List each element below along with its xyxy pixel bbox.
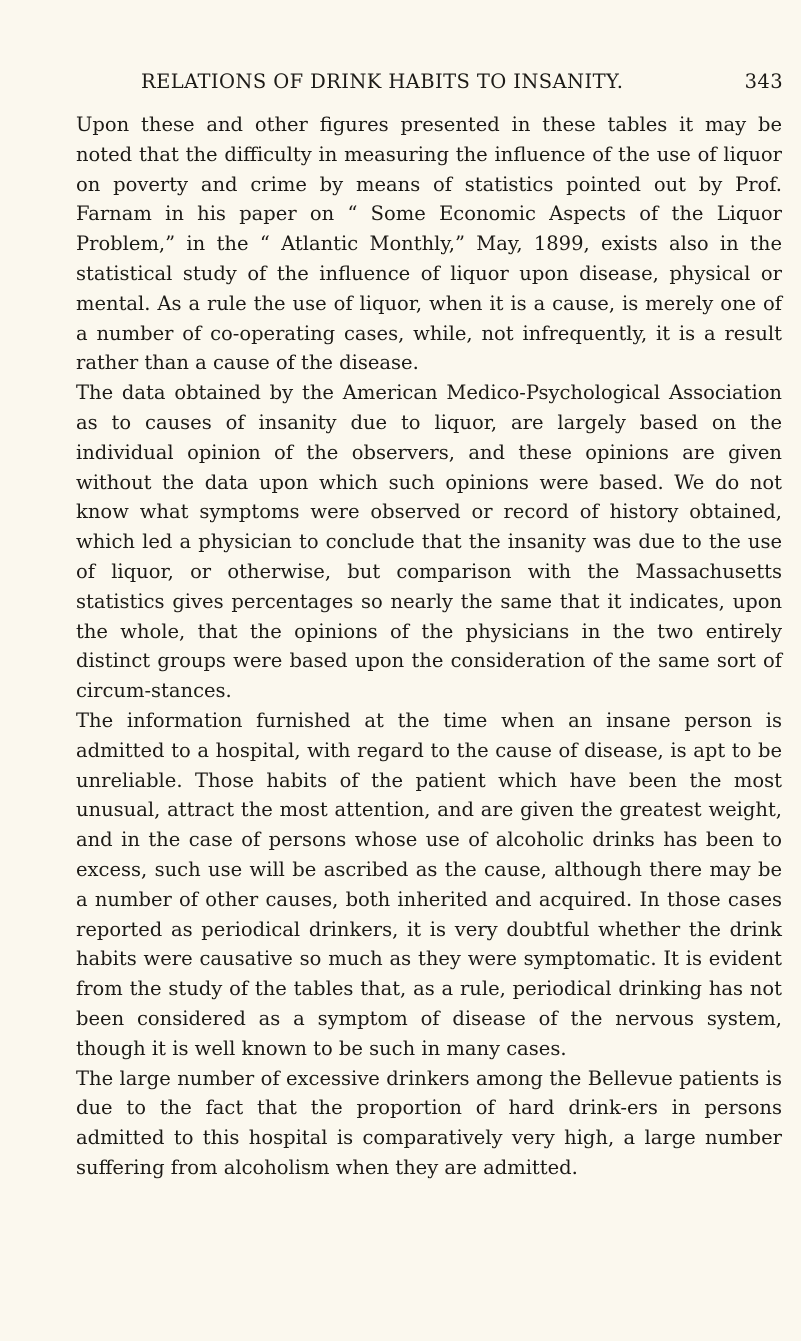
paragraph-2: The data obtained by the American Medico-Psychological Association as to causes of insanity due to liquor, are largely based on the individual opinion of the observers, and these opinions are given without the data upon which such opinions were based. We do not know what symptoms were observed or record of history obtained, which led a physician to conclude that the insanity was due to the use of liquor, or otherwise, but comparison with the Massachusetts statistics gives percentages so nearly the same that it indicates, upon the whole, that the opinions of the physicians in the two entirely distinct groups were based upon the consideration of the same sort of circum-stances. <box>76 381 782 703</box>
running-head <box>141 70 783 104</box>
paragraph-1: Upon these and other figures presented in these tables it may be noted that the difficulty in measuring the influence of the use of liquor on poverty and crime by means of statistics pointed out by Prof. Farnam in his paper on “ Some Economic Aspects of the Liquor Problem,” in the “ Atlantic Monthly,” May, 1899, exists also in the statistical study of the influence of liquor upon disease, physical or mental. As a rule the use of liquor, when it is a cause, is merely one of a number of co-operating cases, while, not infrequently, it is a result rather than a cause of the disease. <box>76 113 782 375</box>
page-number: 343 <box>744 70 783 93</box>
paragraph-4: The large number of excessive drinkers among the Bellevue patients is due to the fact that the proportion of hard drink-ers in persons admitted to this hospital is comparatively very high, a large number suffering from alcoholism when they are admitted. <box>76 1066 782 1179</box>
running-title: RELATIONS OF DRINK HABITS TO INSANITY. <box>141 70 624 93</box>
paragraph-3: The information furnished at the time when an insane person is admitted to a hospital, with regard to the cause of disease, is apt to be unreliable. Those habits of the patient which have been the most unusual, attract the most attention, and are given the greatest weight, and in the case of persons whose use of alcoholic drinks has been to excess, such use will be ascribed as the cause, although there may be a number of other causes, both inherited and acquired. In those cases reported as periodical drinkers, it is very doubtful whether the drink habits were causative so much as they were symptomatic. It is evident from the study of the tables that, as a rule, periodical drinking has not been considered as a symptom of disease of the nervous system, though it is well known to be such in many cases. <box>76 708 782 1060</box>
body-text <box>76 110 782 1183</box>
